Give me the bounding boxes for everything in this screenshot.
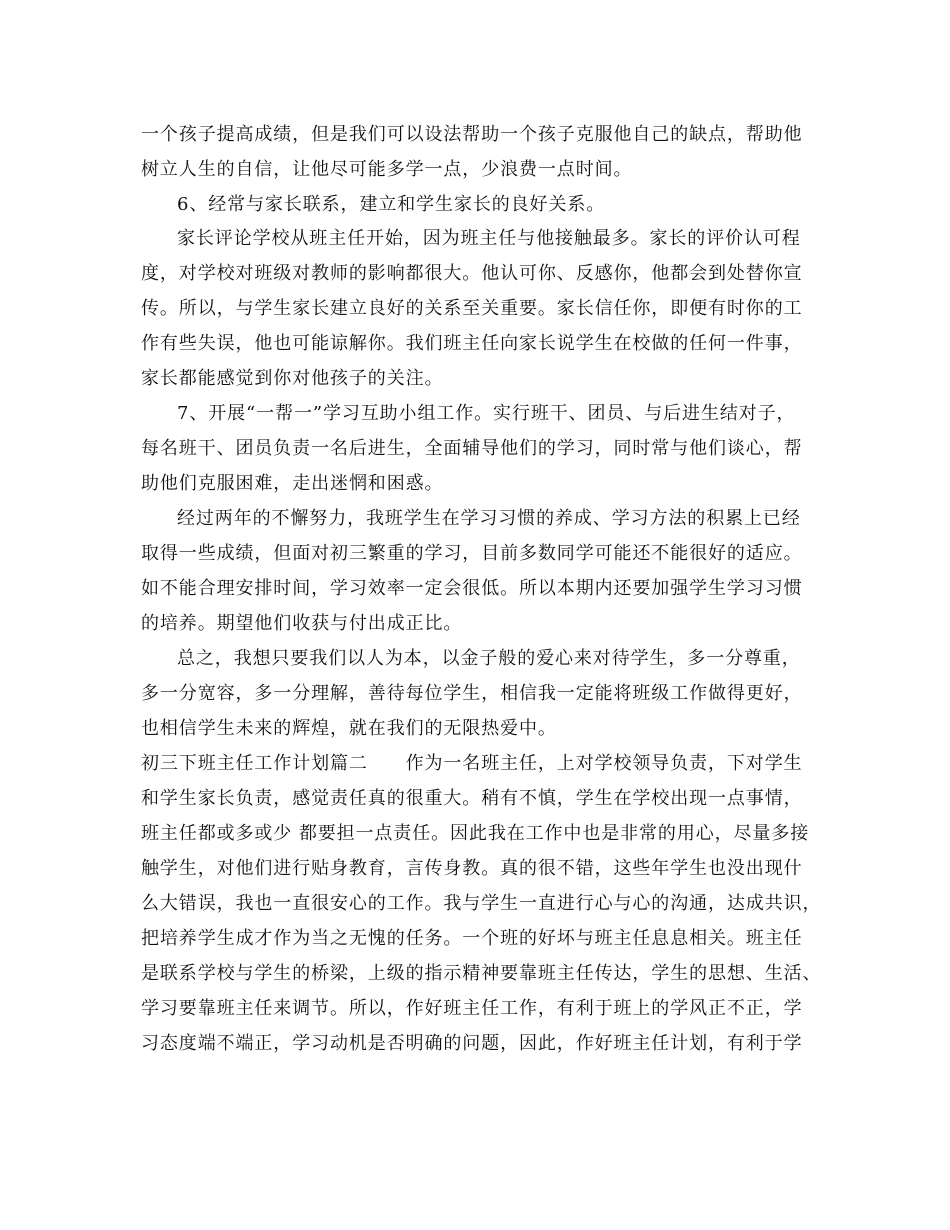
text-line: 一个孩子提高成绩，但是我们可以设法帮助一个孩子克服他自己的缺点，帮助他 — [141, 124, 803, 145]
text-line: 度，对学校对班级对教师的影响都很大。他认可你、反感你，他都会到处替你宣 — [141, 263, 803, 284]
text-line: 6、经常与家长联系，建立和学生家长的良好关系。 — [177, 194, 606, 215]
text-line: 总之，我想只要我们以人为本，以金子般的爱心来对待学生，多一分尊重， — [177, 648, 801, 669]
text-line: 把培养学生成才作为当之无愧的任务。一个班的好坏与班主任息息相关。班主任 — [141, 928, 803, 949]
text-line: 么大错误，我也一直很安心的工作。我与学生一直进行心与心的沟通，达成共识， — [141, 893, 822, 914]
text-line: 也相信学生未来的辉煌，就在我们的无限热爱中。 — [141, 718, 557, 739]
text-line: 家长评论学校从班主任开始，因为班主任与他接触最多。家长的评价认可程 — [177, 228, 801, 249]
text-line: 树立人生的自信，让他尽可能多学一点，少浪费一点时间。 — [141, 159, 633, 180]
text-line: 班主任都或多或少 都要担一点责任。因此我在工作中也是非常的用心，尽量多接 — [141, 823, 810, 844]
text-line: 的培养。期望他们收获与付出成正比。 — [141, 613, 463, 634]
text-line: 传。所以，与学生家长建立良好的关系至关重要。家长信任你，即便有时你的工 — [141, 298, 803, 319]
text-line: 每名班干、团员负责一名后进生，全面辅导他们的学习，同时常与他们谈心，帮 — [141, 438, 803, 459]
text-line: 经过两年的不懈努力，我班学生在学习习惯的养成、学习方法的积累上已经 — [177, 508, 801, 529]
text-line: 作有些失误，他也可能谅解你。我们班主任向家长说学生在校做的任何一件事， — [141, 333, 803, 354]
text-line: 取得一些成绩，但面对初三繁重的学习，目前多数同学可能还不能很好的适应。 — [141, 543, 803, 564]
text-line: 家长都能感觉到你对他孩子的关注。 — [141, 368, 444, 389]
text-line: 和学生家长负责，感觉责任真的很重大。稍有不慎，学生在学校出现一点事情， — [141, 788, 803, 809]
text-line: 是联系学校与学生的桥梁，上级的指示精神要靠班主任传达，学生的思想、生活、 — [141, 963, 822, 984]
text-line: 触学生，对他们进行贴身教育，言传身教。真的很不错，这些年学生也没出现什 — [141, 858, 803, 879]
text-line: 学习要靠班主任来调节。所以，作好班主任工作，有利于班上的学风正不正，学 — [141, 998, 803, 1019]
text-line: 多一分宽容，多一分理解，善待每位学生，相信我一定能将班级工作做得更好， — [141, 683, 803, 704]
text-line: 助他们克服困难，走出迷惘和困惑。 — [141, 473, 444, 494]
text-line: 习态度端不端正，学习动机是否明确的问题，因此，作好班主任计划，有利于学 — [141, 1033, 803, 1054]
text-line: 如不能合理安排时间，学习效率一定会很低。所以本期内还要加强学生学习习惯 — [141, 578, 803, 599]
text-line: 7、开展“一帮一”学习互助小组工作。实行班干、团员、与后进生结对子， — [177, 403, 796, 424]
text-line: 初三下班主任工作计划篇二 作为一名班主任，上对学校领导负责，下对学生 — [141, 753, 803, 774]
